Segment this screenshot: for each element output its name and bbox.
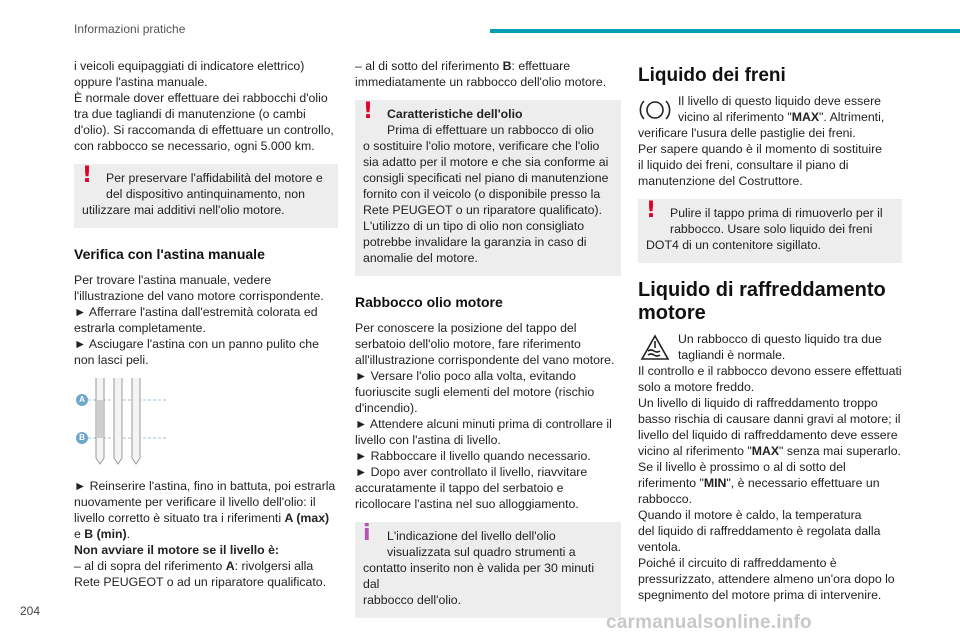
text-line: del dispositivo antinquinamento, non: [106, 187, 305, 201]
text-line: Per conoscere la posizione del tappo del: [355, 321, 577, 335]
section-title: Informazioni pratiche: [74, 22, 186, 36]
page-number: 204: [20, 604, 41, 618]
text-line: L'utilizzo di un tipo di olio non consigliato: [363, 219, 585, 233]
text-line: Il controllo e il rabbocco devono essere effettuati: [638, 364, 902, 378]
text-line: È normale dover effettuare dei rabbocchi d'olio: [74, 91, 328, 105]
text-line: accuratamente il tappo del serbatoio e: [355, 481, 564, 495]
warning-exclamation-icon: !: [363, 99, 374, 124]
text-line: il liquido dei freni, consultare il piano di: [638, 158, 849, 172]
text-line: tra due tagliandi di manutenzione (o cambi: [74, 107, 306, 121]
text-line: anomalie del motore.: [363, 251, 478, 265]
text-line: Se il livello è prossimo o al di sotto del: [638, 460, 846, 474]
text-line: serbatoio dell'olio motore, fare riferimento: [355, 337, 581, 351]
text-line: verificare l'usura delle pastiglie dei freni.: [638, 126, 856, 140]
heading-coolant: Liquido di raffreddamento motore: [638, 279, 886, 324]
text-line: livello del liquido di raffreddamento deve essere: [638, 428, 898, 442]
heading-brake-fluid: Liquido dei freni: [638, 65, 786, 86]
text-line: Quando il motore è caldo, la temperatura: [638, 508, 862, 522]
text-line: potrebbe invalidare la garanzia in caso di: [363, 235, 587, 249]
text-line: contatto inserito non è valida per 30 minuti dal: [363, 561, 595, 591]
column-2: [355, 58, 621, 630]
text-line: vicino al riferimento "MAX" senza mai superarlo.: [638, 444, 901, 458]
text-line-bold: Non avviare il motore se il livello è:: [74, 543, 280, 557]
text-line: ► Rabboccare il livello quando necessario.: [355, 449, 591, 463]
text-line: basso rischia di causare danni gravi al motore; il: [638, 412, 901, 426]
dipstick-illustration: [74, 378, 338, 468]
text-line: Prima di effettuare un rabbocco di olio: [387, 123, 594, 137]
marker-b-label: B: [76, 432, 88, 444]
text-line: rabbocco dell'olio.: [363, 593, 462, 607]
text-line: nuovamente per verificare il livello dell'olio: il: [74, 495, 316, 509]
header-accent-bar: [490, 29, 960, 33]
warning-title: Caratteristiche dell'olio: [387, 107, 523, 121]
text-line: Un livello di liquido di raffreddamento troppo: [638, 396, 878, 410]
text-line: immediatamente un rabbocco dell'olio motore.: [355, 75, 607, 89]
info-box-oil-indicator: [355, 522, 621, 618]
text-line: all'illustrazione corrispondente del vano motore.: [355, 353, 615, 367]
text-line: con rabbocco se necessario, ogni 5.000 km.: [74, 139, 315, 153]
text-line: livello corretto è situato tra i riferimenti A (max): [74, 511, 330, 525]
warning-exclamation-icon: !: [82, 163, 93, 188]
marker-a-label: A: [76, 394, 88, 406]
text-line: solo a motore freddo.: [638, 380, 755, 394]
warning-box-additives: [74, 164, 338, 228]
warning-box-oil-specs: [355, 100, 621, 276]
text-line: livello con l'astina di livello.: [355, 433, 501, 447]
text-line: visualizzata sul quadro strumenti a: [387, 545, 576, 559]
text-line: spegnimento del motore prima di intervenire.: [638, 588, 882, 602]
text-line: Il livello di questo liquido deve essere: [678, 94, 882, 108]
text-line: L'indicazione del livello dell'olio: [387, 529, 556, 543]
text-line: fuoriuscite sugli elementi del motore (rischio: [355, 385, 595, 399]
text-line: rabbocco.: [638, 492, 693, 506]
text-line: i veicoli equipaggiati di indicatore elettrico): [74, 59, 305, 73]
text-line: vicino al riferimento "MAX". Altrimenti,: [678, 110, 885, 124]
text-line: ► Versare l'olio poco alla volta, evitando: [355, 369, 576, 383]
text-line: ► Reinserire l'astina, fino in battuta, poi estrarla: [74, 479, 336, 493]
text-line: del liquido di raffreddamento è regolata dalla: [638, 524, 881, 538]
text-line: estrarla completamente.: [74, 321, 206, 335]
text-line: fornito con il veicolo (o disponibile presso la: [363, 187, 601, 201]
warning-box-brake-cap: [638, 199, 902, 263]
heading-dipstick: Verifica con l'astina manuale: [74, 246, 265, 262]
text-line: sia adatto per il motore e che sia conforme ai: [363, 155, 609, 169]
text-line: o sostituire l'olio motore, verificare che l'olio: [363, 139, 600, 153]
text-line: manutenzione del Costruttore.: [638, 174, 803, 188]
text-line: riferimento "MIN", è necessario effettuare un: [638, 476, 880, 490]
text-line: utilizzare mai additivi nell'olio motore.: [82, 203, 285, 217]
text-line: l'illustrazione del vano motore corrispondente.: [74, 289, 324, 303]
text-line: e B (min).: [74, 527, 131, 541]
text-line: Per sapere quando è il momento di sostituire: [638, 142, 883, 156]
text-line: tagliandi è normale.: [678, 348, 786, 362]
watermark: carmanualsonline.info: [606, 612, 812, 633]
text-line: non lasci peli.: [74, 353, 149, 367]
heading-oil-topup: Rabbocco olio motore: [355, 294, 503, 310]
text-line: Poiché il circuito di raffreddamento è: [638, 556, 837, 570]
text-line: pressurizzato, attendere almeno un'ora dopo lo: [638, 572, 895, 586]
text-line: ricollocare l'astina nel suo alloggiamento.: [355, 497, 579, 511]
text-line: Per preservare l'affidabilità del motore e: [106, 171, 323, 185]
dipstick-drawing: [88, 378, 168, 468]
column-3: [638, 58, 902, 603]
text-line: ► Afferrare l'astina dall'estremità colorata ed: [74, 305, 318, 319]
column-1: [74, 58, 338, 590]
text-line: d'incendio).: [355, 401, 418, 415]
text-line: – al di sopra del riferimento A: rivolgersi alla: [74, 559, 314, 573]
text-line: oppure l'astina manuale.: [74, 75, 208, 89]
text-line: Per trovare l'astina manuale, vedere: [74, 273, 272, 287]
text-line: ventola.: [638, 540, 682, 554]
coolant-icon: [638, 333, 672, 363]
text-line: Rete PEUGEOT o ad un riparatore qualificato.: [74, 575, 326, 589]
info-icon: i: [363, 521, 371, 546]
text-line: Un rabbocco di questo liquido tra due: [678, 332, 882, 346]
text-line: ► Asciugare l'astina con un panno pulito che: [74, 337, 319, 351]
text-line: d'olio). Si raccomanda di effettuare un controllo,: [74, 123, 334, 137]
text-line: consigli specificati nel piano di manutenzione: [363, 171, 609, 185]
text-line: rabbocco. Usare solo liquido dei freni: [670, 222, 873, 236]
text-line: ► Dopo aver controllato il livello, riavvitare: [355, 465, 588, 479]
text-line: DOT4 di un contenitore sigillato.: [646, 238, 821, 252]
text-line: ► Attendere alcuni minuti prima di controllare il: [355, 417, 612, 431]
text-line: – al di sotto del riferimento B: effettuare: [355, 59, 571, 73]
text-line: Rete PEUGEOT o un riparatore qualificato).: [363, 203, 602, 217]
warning-exclamation-icon: !: [646, 198, 657, 223]
text-line: Pulire il tappo prima di rimuoverlo per il: [670, 206, 883, 220]
brake-fluid-icon: [638, 95, 672, 125]
